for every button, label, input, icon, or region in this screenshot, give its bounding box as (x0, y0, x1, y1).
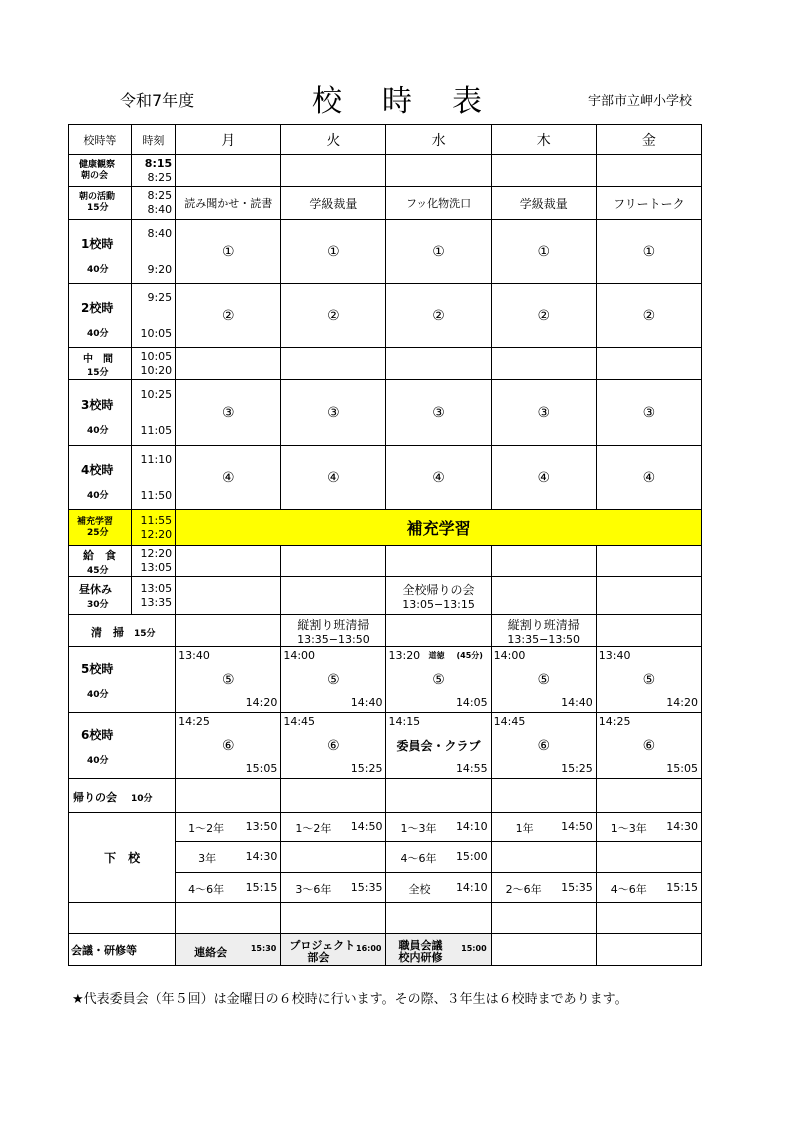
footnote: ★代表委員会（年５回）は金曜日の６校時に行います。その際、３年生は６校時まであります。 (72, 992, 628, 1007)
school-year: 令和7年度 (120, 91, 195, 110)
day-mon: 月 (176, 125, 281, 155)
p4-thu: ④ (491, 446, 596, 510)
period3-row (69, 380, 702, 446)
period2-row (69, 284, 702, 348)
p2-tue: ② (281, 284, 386, 348)
lunch-row (69, 546, 702, 577)
kaeri-row (69, 779, 702, 813)
clean-thu: 縦割り班清掃 13:35−13:50 (491, 615, 596, 647)
p2-wed: ② (386, 284, 491, 348)
period-header: 校時等 (69, 125, 132, 155)
morning-wed: フッ化物洗口 (386, 187, 491, 220)
morning-time: 8:25 8:40 (131, 187, 175, 220)
dismiss-row-1: 下 校 1～2年 13:50 1～2年 14:50 1～3年 14:10 1年 14:50 1～3年 14:30 (69, 813, 702, 842)
p3-thu: ③ (491, 380, 596, 446)
p4-mon: ④ (176, 446, 281, 510)
p4-wed: ④ (386, 446, 491, 510)
period4-label: 4校時 40分 (69, 446, 132, 510)
period4-time: 11:10 11:50 (131, 446, 175, 510)
mid-row (69, 348, 702, 380)
period2-time: 9:25 10:05 (131, 284, 175, 348)
day-wed: 水 (386, 125, 491, 155)
morning-mon: 読み聞かせ・読書 (176, 187, 281, 220)
hojyu-text: 補充学習 (176, 510, 702, 546)
day-tue: 火 (281, 125, 386, 155)
morning-fri: フリートーク (596, 187, 701, 220)
timetable (68, 124, 702, 966)
dismiss-row-2: 3年 14:30 4～6年 15:00 (69, 842, 702, 873)
p1-wed: ① (386, 220, 491, 284)
p6-tue: 14:45 ⑥ 15:25 (281, 713, 386, 779)
health-label: 健康観察 朝の会 (69, 155, 132, 187)
hojyu-time: 11:55 12:20 (131, 510, 175, 546)
kaeri-label: 帰りの会 10分 (69, 779, 176, 813)
mid-label: 中 間 15分 (69, 348, 132, 380)
mid-time: 10:05 10:20 (131, 348, 175, 380)
p4-fri: ④ (596, 446, 701, 510)
period4-row (69, 446, 702, 510)
lunch-time: 12:20 13:05 (131, 546, 175, 577)
page-title: 校 時 表 (312, 84, 482, 119)
blank-row (69, 903, 702, 934)
p5-wed: 13:20 道徳 (45分) ⑤ 14:05 (386, 647, 491, 713)
time-header: 時刻 (131, 125, 175, 155)
p3-fri: ③ (596, 380, 701, 446)
period5-row (69, 647, 702, 713)
clean-label: 清 掃 15分 (69, 615, 176, 647)
p6-thu: 14:45 ⑥ 15:25 (491, 713, 596, 779)
p2-mon: ② (176, 284, 281, 348)
health-time: 8:15 8:25 (131, 155, 175, 187)
day-thu: 木 (491, 125, 596, 155)
meeting-wed: 職員会議 校内研修 15:00 (386, 934, 491, 966)
p3-mon: ③ (176, 380, 281, 446)
p2-fri: ② (596, 284, 701, 348)
morning-thu: 学級裁量 (491, 187, 596, 220)
p1-mon: ① (176, 220, 281, 284)
p6-fri: 14:25 ⑥ 15:05 (596, 713, 701, 779)
period5-label: 5校時 40分 (69, 647, 176, 713)
hojyu-row (69, 510, 702, 546)
p1-thu: ① (491, 220, 596, 284)
dismiss-row-3: 4～6年 15:15 3～6年 15:35 全校 14:10 2～6年 15:35 4～6年 15:15 (69, 873, 702, 903)
hojyu-label: 補充学習 25分 (69, 510, 132, 546)
period2-label: 2校時 40分 (69, 284, 132, 348)
meeting-mon: 連絡会 15:30 (176, 934, 281, 966)
health-row (69, 155, 702, 187)
period1-row (69, 220, 702, 284)
p6-wed: 14:15 委員会・クラブ 14:55 (386, 713, 491, 779)
header-row (69, 125, 702, 155)
p5-mon: 13:40 ⑤ 14:20 (176, 647, 281, 713)
period6-row (69, 713, 702, 779)
period6-label: 6校時 40分 (69, 713, 176, 779)
morning-row (69, 187, 702, 220)
dismiss-label: 下 校 (69, 813, 176, 903)
meeting-row (69, 934, 702, 966)
p1-fri: ① (596, 220, 701, 284)
clean-tue: 縦割り班清掃 13:35−13:50 (281, 615, 386, 647)
morning-tue: 学級裁量 (281, 187, 386, 220)
day-fri: 金 (596, 125, 701, 155)
rest-label: 昼休み 30分 (69, 577, 132, 615)
p5-tue: 14:00 ⑤ 14:40 (281, 647, 386, 713)
lunch-label: 給 食 45分 (69, 546, 132, 577)
period3-time: 10:25 11:05 (131, 380, 175, 446)
meeting-tue: プロジェクト 部会 16:00 (281, 934, 386, 966)
p1-tue: ① (281, 220, 386, 284)
morning-label: 朝の活動 15分 (69, 187, 132, 220)
meeting-label: 会議・研修等 (69, 934, 176, 966)
p3-tue: ③ (281, 380, 386, 446)
p4-tue: ④ (281, 446, 386, 510)
rest-wed: 全校帰りの会 13:05−13:15 (386, 577, 491, 615)
p6-mon: 14:25 ⑥ 15:05 (176, 713, 281, 779)
period3-label: 3校時 40分 (69, 380, 132, 446)
p5-thu: 14:00 ⑤ 14:40 (491, 647, 596, 713)
period1-time: 8:40 9:20 (131, 220, 175, 284)
clean-row (69, 615, 702, 647)
school-name: 宇部市立岬小学校 (588, 94, 693, 109)
p5-fri: 13:40 ⑤ 14:20 (596, 647, 701, 713)
period1-label: 1校時 40分 (69, 220, 132, 284)
rest-time: 13:05 13:35 (131, 577, 175, 615)
rest-row (69, 577, 702, 615)
p3-wed: ③ (386, 380, 491, 446)
p2-thu: ② (491, 284, 596, 348)
